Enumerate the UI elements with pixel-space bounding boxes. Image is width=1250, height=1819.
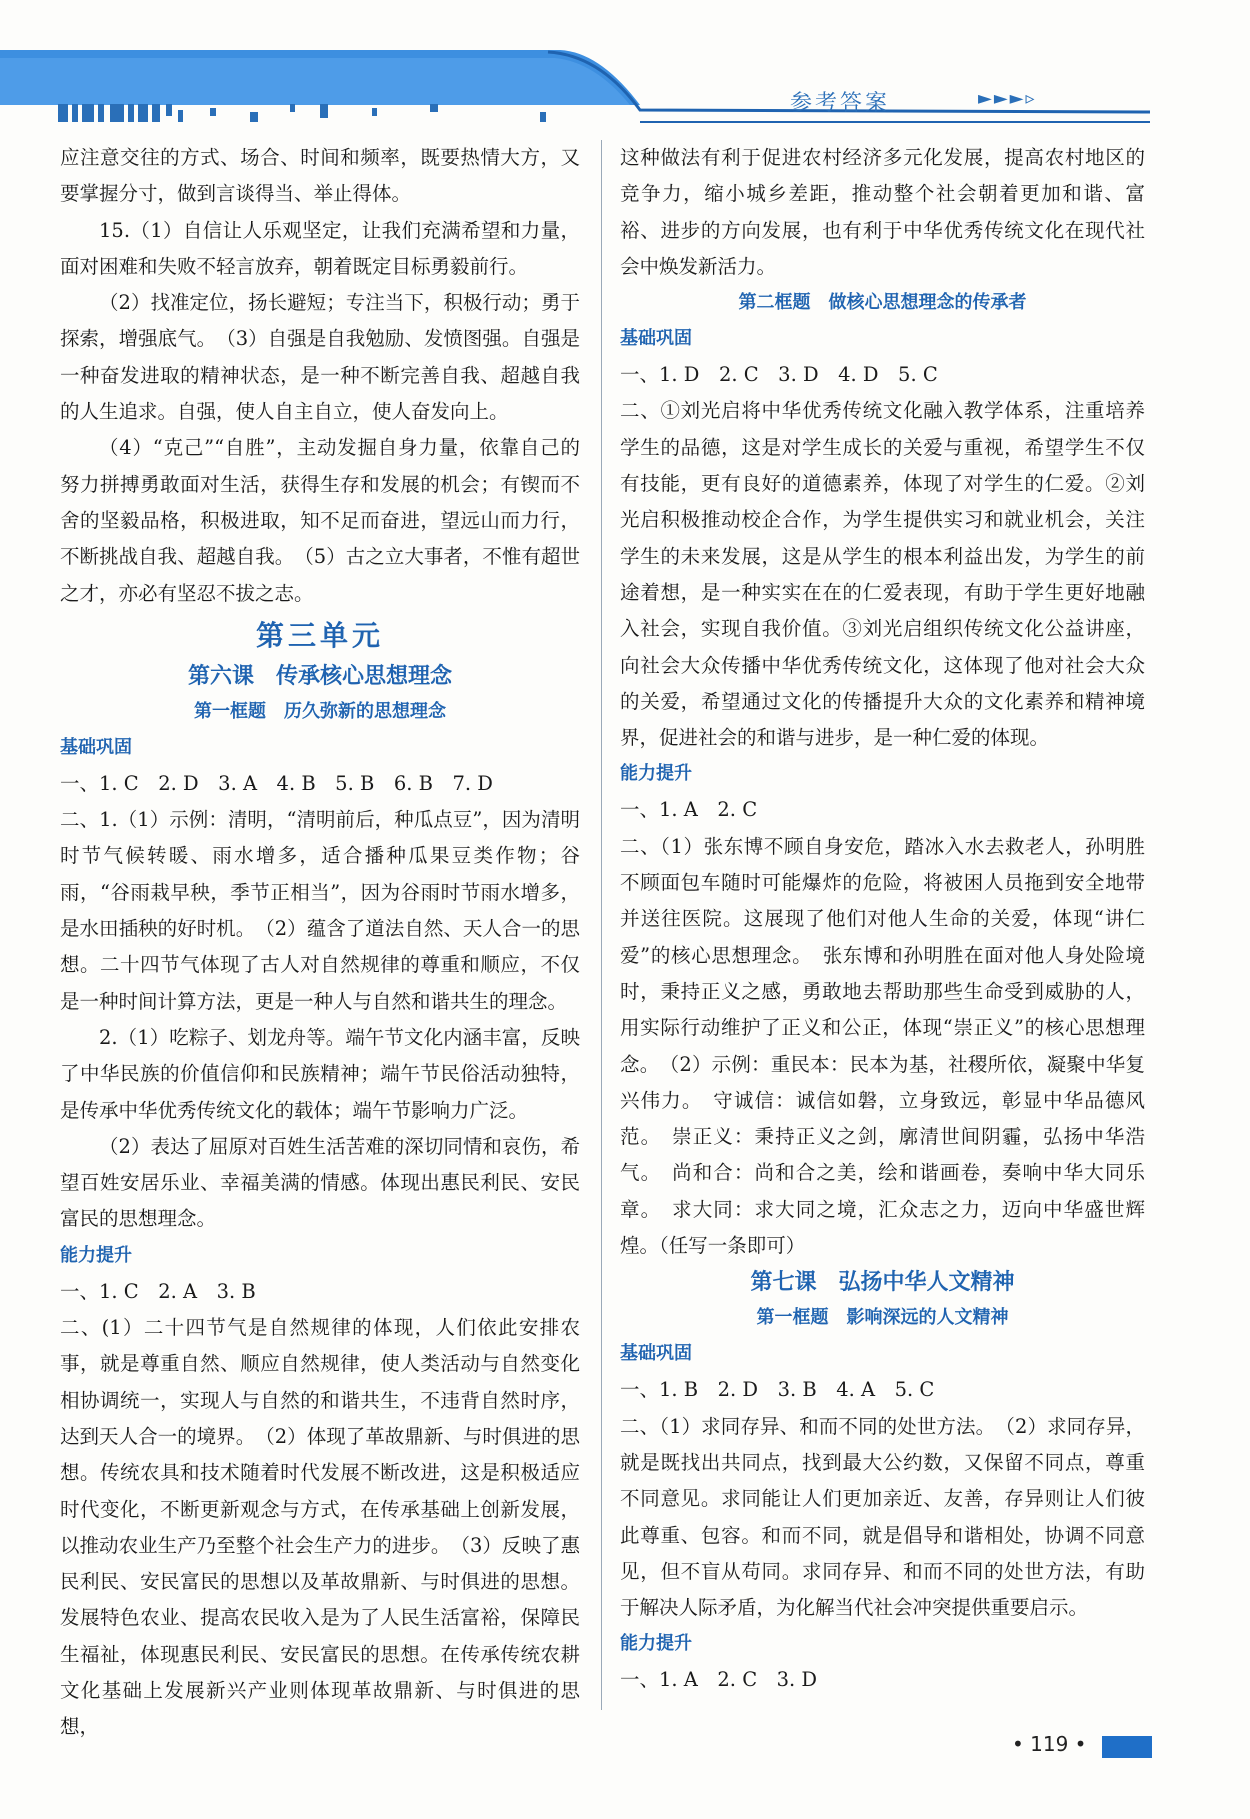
right-column xyxy=(620,140,1145,1699)
answer-paragraph-continued: 这种做法有利于促进农村经济多元化发展，提高农村地区的竞争力，缩小城乡差距，推动整个社会朝着更加和谐、富裕、进步的方向发展，也有利于中华优秀传统文化在现代社会中焕发新活力。 xyxy=(620,146,1145,278)
frame-title: 第一框题 历久弥新的思想理念 xyxy=(194,700,446,722)
basic-choices-3: 一、1. B 2. D 3. B 4. A 5. C xyxy=(620,1378,935,1402)
section-basic-2: 基础巩固 xyxy=(620,328,692,350)
lesson-title-2: 第七课 弘扬中华人文精神 xyxy=(750,1269,1015,1296)
page-header xyxy=(0,0,1250,140)
frame-title-3: 第一框题 影响深远的人文精神 xyxy=(756,1307,1009,1329)
basic-answer-1: 二、1.（1）示例：清明，“清明前后，种瓜点豆”，因为清明时节气候转暖、雨水增多，适合播种瓜果豆类作物；谷雨，“谷雨栽早秧，季节正相当”，因为谷雨时节雨水增多，是水田插秧的好时机。 （2）蕴含了道法自然、天人合一的思想。二十四节气体现了古人对自然规律的尊重和顺应，不仅是一种时间计算方法，更是一种人与自然和谐共生的理念。 xyxy=(60,808,580,1013)
header-title: 参考答案 xyxy=(790,91,891,116)
header-banner-graphic xyxy=(0,0,1250,140)
ability-choices-3: 一、1. A 2. C 3. D xyxy=(620,1668,818,1692)
basic-choices-2: 一、1. D 2. C 3. D 4. D 5. C xyxy=(620,363,938,387)
section-basic-3: 基础巩固 xyxy=(620,1343,692,1365)
section-basic: 基础巩固 xyxy=(60,736,132,758)
ability-choices-2: 一、1. A 2. C xyxy=(620,798,758,822)
basic-answer-2: 2.（1）吃粽子、划龙舟等。端午节文化内涵丰富，反映了中华民族的价值信仰和民族精神；端午节民俗活动独特，是传承中华优秀传统文化的载体；端午节影响力广泛。 xyxy=(60,1025,580,1122)
basic-choices: 一、1. C 2. D 3. A 4. B 5. B 6. B 7. D xyxy=(60,771,493,795)
page-number-tab xyxy=(1102,1736,1152,1758)
answer-15-part-2-3: （2）找准定位，扬长避短；专注当下，积极行动；勇于探索，增强底气。 （3）自强是自我勉励、发愤图强。自强是一种奋发进取的精神状态，是一种不断完善自我、超越自我的人生追求。自强，使人自主自立，使人奋发向上。 xyxy=(60,291,580,424)
section-ability-2: 能力提升 xyxy=(620,763,692,785)
answer-15-part-1: 15.（1）自信让人乐观坚定，让我们充满希望和力量，面对困难和失败不轻言放弃，朝着既定目标勇毅前行。 xyxy=(60,218,580,278)
header-arrows-icon: ►►►▹ xyxy=(978,88,1037,109)
basic-answer-2-part-2: （2）表达了屈原对百姓生活苦难的深切同情和哀伤，希望百姓安居乐业、幸福美满的情感。体现出惠民利民、安民富民的思想理念。 xyxy=(60,1134,580,1231)
basic-answer-3: 二、（1）求同存异、和而不同的处世方法。 （2）求同存异，就是既找出共同点，找到最大公约数，又保留不同点，尊重不同意见。求同能让人们更加亲近、友善，存异则让人们彼此尊重、包容。和而不同，就是倡导和谐相处，协调不同意见，但不盲从苟同。求同存异、和而不同的处世方法，有助于解决人际矛盾，为化解当代社会冲突提供重要启示。 xyxy=(620,1414,1145,1620)
ability-answer: 二、(1）二十四节气是自然规律的体现，人们依此安排农事，就是尊重自然、顺应自然规律，使人类活动与自然变化相协调统一，实现人与自然的和谐共生，不违背自然时序，达到天人合一的境界。 （2）体现了革故鼎新、与时俱进的思想。传统农具和技术随着时代发展不断改进，这是积极适应时代变化，不断更新观念与方式，在传承基础上创新发展，以推动农业生产乃至整个社会生产力的进步。 （3）反映了惠民利民、安民富民的思想以及革故鼎新、与时俱进的思想。发展特色农业、提高农民收入是为了人民生活富裕，保障民生福祉，体现惠民利民、安民富民的思想。在传承传统农耕文化基础上发展新兴产业则体现革故鼎新、与时俱进的思想， xyxy=(60,1316,580,1739)
column-divider xyxy=(601,140,602,1710)
answer-15-part-4-5: （4）“克己”“自胜”，主动发掘自身力量，依靠自己的努力拼搏勇敢面对生活，获得生存和发展的机会；有锲而不舍的坚毅品格，积极进取，知不足而奋进，望远山而力行，不断挑战自我、超越自我。 （5）古之立大事者，不惟有超世之才，亦必有坚忍不拔之志。 xyxy=(60,436,580,605)
lesson-title: 第六课 传承核心思想理念 xyxy=(187,662,452,689)
ability-choices: 一、1. C 2. A 3. B xyxy=(60,1279,256,1303)
frame-title-2: 第二框题 做核心思想理念的传承者 xyxy=(738,292,1027,314)
ability-answer-2: 二、（1）张东博不顾自身安危，踏冰入水去救老人，孙明胜不顾面包车随时可能爆炸的危险，将被困人员拖到安全地带并送往医院。这展现了他们对他人生命的关爱，体现“讲仁爱”的核心思想理念。 张东博和孙明胜在面对他人身处险境时，秉持正义之感，勇敢地去帮助那些生命受到威胁的人，用实际行动维护了正义和公正，体现“崇正义”的核心思想理念。 （2）示例：重民本：民本为基，社稷所依，凝聚中华复兴伟力。 守诚信：诚信如磐，立身致远，彰显中华品德风范。 崇正义：秉持正义之剑，廓清世间阴霾，弘扬中华浩气。 尚和合：尚和合之美，绘和谐画卷，奏响中华大同乐章。 求大同：求大同之境，汇众志之力，迈向中华盛世辉煌。（任写一条即可） xyxy=(620,834,1145,1258)
page-number: • 119 • xyxy=(1012,1732,1087,1756)
section-ability: 能力提升 xyxy=(60,1244,132,1266)
section-ability-3: 能力提升 xyxy=(620,1633,692,1655)
answer-paragraph: 应注意交往的方式、场合、时间和频率，既要热情大方，又要掌握分寸，做到言谈得当、举止得体。 xyxy=(60,146,580,206)
basic-answer-liu: 二、①刘光启将中华优秀传统文化融入教学体系，注重培养学生的品德，这是对学生成长的关爱与重视，希望学生不仅有技能，更有良好的道德素养，体现了对学生的仁爱。②刘光启积极推动校企合作，为学生提供实习和就业机会，关注学生的未来发展，这是从学生的根本利益出发，为学生的前途着想，是一种实实在在的仁爱表现，有助于学生更好地融入社会，实现自我价值。③刘光启组织传统文化公益讲座，向社会大众传播中华优秀传统文化，这体现了他对社会大众的关爱，希望通过文化的传播提升大众的文化素养和精神境界，促进社会的和谐与进步，是一种仁爱的体现。 xyxy=(620,399,1145,750)
left-column xyxy=(60,140,580,1746)
unit-title: 第三单元 xyxy=(255,618,384,652)
